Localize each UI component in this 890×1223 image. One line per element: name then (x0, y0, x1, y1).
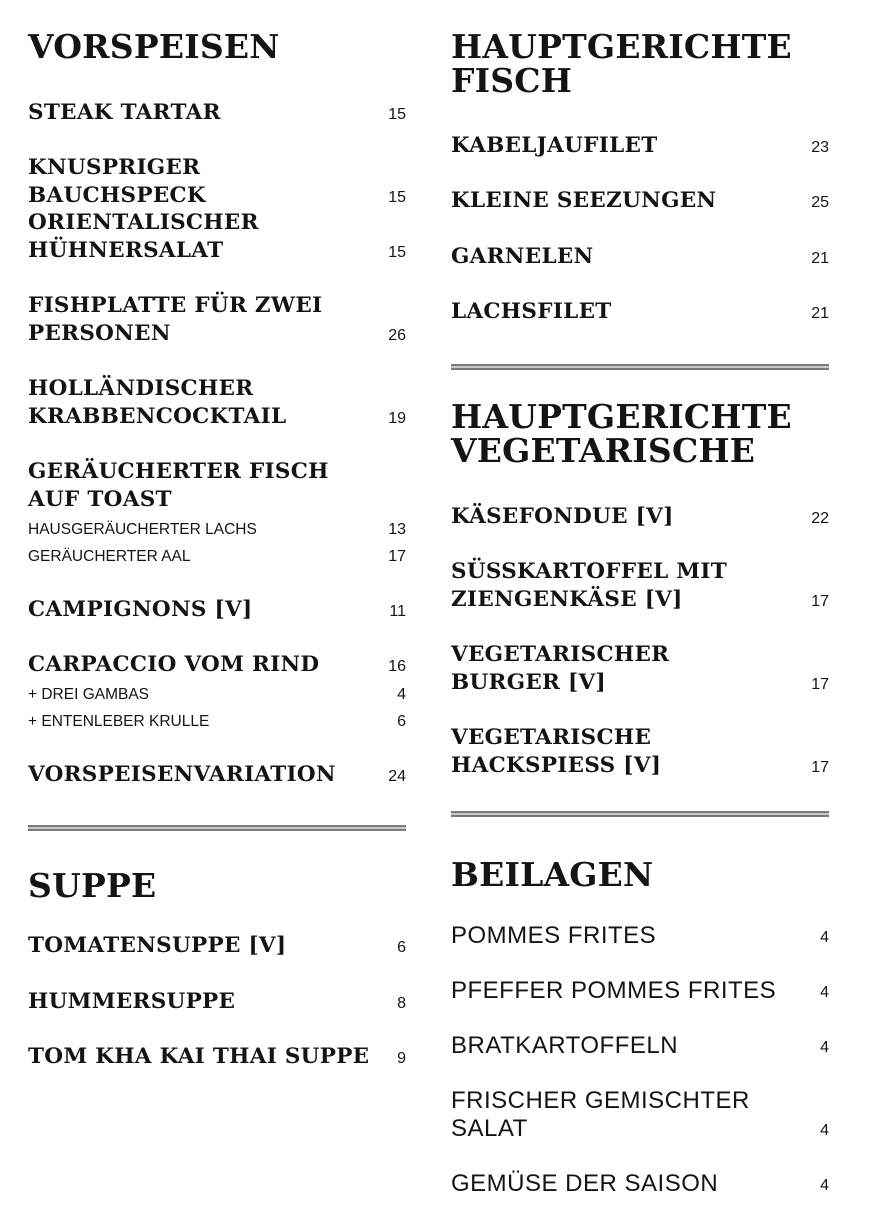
menu-item-veg-burger (451, 641, 829, 697)
item-name: VEGETARISCHER BURGER [V] (451, 642, 670, 695)
item-name: KLEINE SEEZUNGEN (451, 188, 717, 213)
item-price: 25 (811, 194, 829, 211)
menu-item-pfeffer-pommes (451, 977, 829, 1005)
item-name: GERÄUCHERTER FISCH AUF TOAST (28, 459, 329, 512)
sub-item-name: + ENTENLEBER KRULLE (28, 713, 210, 730)
menu-item-steak-tartar (28, 99, 406, 127)
item-name: TOM KHA KAI THAI SUPPE (28, 1044, 370, 1069)
vegetarisch-section (451, 397, 829, 470)
item-name: GEMÜSE DER SAISON (451, 1170, 719, 1197)
section-title-vegetarisch: HAUPTGERICHTE VEGETARISCHE (451, 397, 792, 470)
item-name: KABELJAUFILET (451, 133, 658, 158)
menu-item-kabeljaufilet (451, 132, 829, 160)
item-price: 11 (389, 603, 406, 620)
item-name: KNUSPRIGER BAUCHSPECK (28, 155, 206, 208)
menu-item-kaesefondue (451, 503, 829, 531)
item-price: 9 (397, 1050, 406, 1067)
item-name: VEGETARISCHE HACKSPIESS [V] (451, 725, 662, 778)
menu-item-lachsfilet (451, 298, 829, 326)
item-price: 24 (388, 768, 406, 785)
sub-item-price: 4 (397, 686, 406, 703)
menu-item-tomatensuppe (28, 932, 406, 960)
menu-item-fishplatte (28, 292, 406, 348)
menu-item-salat (451, 1087, 829, 1143)
menu-item-pommes (451, 922, 829, 950)
menu-item-garnelen (451, 243, 829, 271)
item-name: VORSPEISENVARIATION (28, 762, 336, 787)
sub-item-price: 17 (388, 548, 406, 565)
section-title-fisch: HAUPTGERICHTE FISCH (451, 27, 792, 100)
item-price: 4 (820, 1122, 829, 1139)
menu-item-seezungen (451, 187, 829, 215)
item-name: GARNELEN (451, 244, 594, 269)
item-price: 17 (811, 759, 829, 776)
section-divider (451, 364, 829, 370)
item-price: 8 (397, 995, 406, 1012)
item-name: STEAK TARTAR (28, 100, 221, 125)
item-price: 19 (388, 410, 406, 427)
sub-item-lachs (28, 520, 406, 540)
item-price: 22 (811, 510, 829, 527)
item-name: CAMPIGNONS [V] (28, 597, 253, 622)
item-name: FRISCHER GEMISCHTER SALAT (451, 1087, 750, 1142)
beilagen-section (451, 855, 829, 894)
menu-item-suesskartoffel (451, 558, 829, 614)
sub-item-gambas (28, 685, 406, 705)
menu-item-hackspiess (451, 724, 829, 780)
section-title-beilagen: BEILAGEN (451, 855, 654, 894)
item-price: 4 (820, 1039, 829, 1056)
menu-item-krabbencocktail (28, 375, 406, 431)
fisch-section (451, 27, 829, 100)
item-name: HUMMERSUPPE (28, 989, 236, 1014)
item-name: ORIENTALISCHER HÜHNERSALAT (28, 210, 259, 263)
item-price: 15 (388, 189, 406, 206)
item-name: SÜSSKARTOFFEL MIT ZIENGENKÄSE [V] (451, 559, 728, 612)
item-price: 21 (811, 305, 829, 322)
item-price: 17 (811, 593, 829, 610)
sub-item-aal (28, 547, 406, 567)
item-name: KÄSEFONDUE [V] (451, 504, 674, 529)
sub-item-name: GERÄUCHERTER AAL (28, 548, 191, 565)
item-price: 21 (811, 250, 829, 267)
item-price: 16 (388, 658, 406, 675)
sub-item-price: 13 (388, 521, 406, 538)
menu-item-carpaccio (28, 651, 406, 679)
item-name: FISHPLATTE FÜR ZWEI PERSONEN (28, 293, 323, 346)
menu-item-huehnersalat (28, 209, 406, 265)
item-price: 15 (388, 244, 406, 261)
item-price: 23 (811, 139, 829, 156)
item-name: HOLLÄNDISCHER KRABBENCOCKTAIL (28, 376, 287, 429)
menu-item-hummersuppe (28, 988, 406, 1016)
menu-item-gemuese (451, 1170, 829, 1198)
section-title-vorspeisen: VORSPEISEN (28, 27, 280, 66)
sub-item-name: HAUSGERÄUCHERTER LACHS (28, 521, 257, 538)
item-price: 4 (820, 984, 829, 1001)
section-divider (451, 811, 829, 817)
menu-item-bauchspeck (28, 154, 406, 210)
sub-item-price: 6 (397, 713, 406, 730)
item-price: 26 (388, 327, 406, 344)
item-name: BRATKARTOFFELN (451, 1032, 679, 1059)
menu-item-tom-kha-kai (28, 1043, 406, 1071)
sub-item-entenleber (28, 712, 406, 732)
item-name: LACHSFILET (451, 299, 612, 324)
item-price: 4 (820, 929, 829, 946)
menu-item-campignons (28, 596, 406, 624)
menu-item-vorspeisenvariation (28, 761, 406, 789)
menu-item-geraeucherter-fisch (28, 458, 406, 514)
sub-item-name: + DREI GAMBAS (28, 686, 150, 703)
section-divider (28, 825, 406, 831)
item-price: 6 (397, 939, 406, 956)
item-name: POMMES FRITES (451, 922, 657, 949)
item-price: 15 (388, 106, 406, 123)
item-price: 4 (820, 1177, 829, 1194)
menu-item-bratkartoffeln (451, 1032, 829, 1060)
item-name: CARPACCIO VOM RIND (28, 652, 320, 677)
suppe-section (28, 866, 406, 905)
item-name: PFEFFER POMMES FRITES (451, 977, 777, 1004)
item-name: TOMATENSUPPE [V] (28, 933, 287, 958)
item-price: 17 (811, 676, 829, 693)
vorspeisen-section (28, 27, 406, 66)
section-title-suppe: SUPPE (28, 866, 157, 905)
